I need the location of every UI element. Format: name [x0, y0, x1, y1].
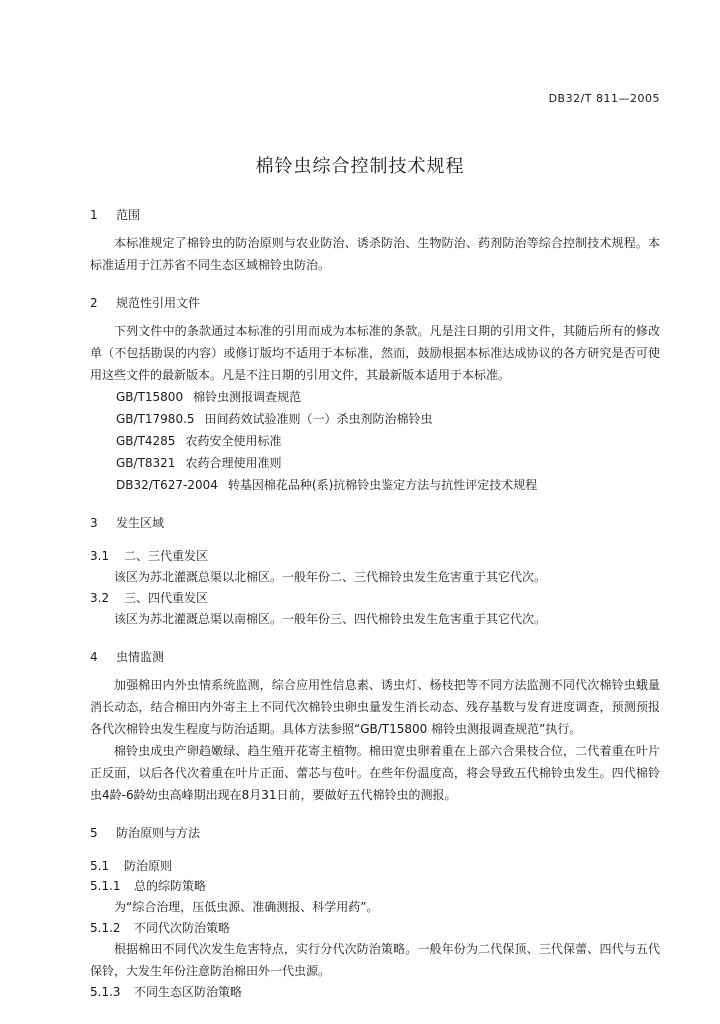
section-title: 虫情监测: [116, 650, 165, 664]
subsubsection-number: 5.1.3: [90, 985, 121, 999]
subsection-title: 二、三代重发区: [124, 549, 209, 563]
subsubsection-number: 5.1.1: [90, 879, 121, 893]
reference-name: 转基因棉花品种(系)抗棉铃虫鉴定方法与抗性评定技术规程: [227, 478, 538, 492]
reference-item: [90, 452, 660, 474]
reference-code: GB/T4285: [116, 434, 176, 448]
section-paragraph: 下列文件中的条款通过本标准的引用而成为本标准的条款。凡是注日期的引用文件，其随后所有的修改单（不包括勘误的内容）或修订版均不适用于本标准，然而，鼓励根据本标准达成协议的各方研究是否可使用这些文件的最新版本。凡是不注日期的引用文件，其最新版本适用于本标准。: [90, 324, 660, 382]
reference-name: 农药安全使用标准: [185, 434, 282, 448]
reference-name: 农药合理使用准则: [185, 456, 282, 470]
subsection-number: 3.2: [90, 591, 110, 605]
standard-code: DB32/T 811—2005: [548, 92, 660, 105]
subsection-heading: [90, 546, 660, 566]
subsection-heading: [90, 588, 660, 608]
subsection-number: 3.1: [90, 549, 110, 563]
subsection-paragraph: 该区为苏北灌溉总渠以南棉区。一般年份三、四代棉铃虫发生危害重于其它代次。: [114, 612, 547, 626]
subsubsection-paragraph: 根据棉田不同代次发生危害特点，实行分代次防治策略。一般年份为二代保顶、三代保蕾、四代与五代保铃，大发生年份注意防治棉田外一代虫源。: [90, 942, 660, 978]
subsection-paragraph: 该区为苏北灌溉总渠以北棉区。一般年份二、三代棉铃虫发生危害重于其它代次。: [114, 570, 547, 584]
subsubsection-heading: [90, 982, 660, 1002]
section-heading: [90, 512, 660, 534]
section-heading: [90, 292, 660, 314]
reference-code: GB/T8321: [116, 456, 176, 470]
section-number: 2: [90, 296, 98, 310]
section-number: 4: [90, 650, 98, 664]
section-paragraph: 加强棉田内外虫情系统监测，综合应用性信息素、诱虫灯、杨枝把等不同方法监测不同代次棉铃虫蛾量消长动态，结合棉田内外寄主上不同代次棉铃虫卵虫量发生消长动态、残存基数与发育进度调查，预测预报各代次棉铃虫发生程度与防治适期。具体方法参照“GB/T15800 棉铃虫测报调查规范”执行。: [90, 678, 660, 736]
reference-code: DB32/T627-2004: [116, 478, 218, 492]
reference-code: GB/T15800: [116, 390, 184, 404]
subsubsection-title: 总的综防策略: [134, 879, 207, 893]
subsection-number: 5.1: [90, 859, 110, 873]
section-heading: [90, 822, 660, 844]
reference-item: [90, 474, 660, 496]
reference-item: [90, 408, 660, 430]
reference-item: [90, 430, 660, 452]
section-number: 1: [90, 208, 98, 222]
subsubsection-heading: [90, 918, 660, 938]
section-heading: [90, 204, 660, 226]
subsubsection-paragraph: 为“综合治理，压低虫源、准确测报、科学用药”。: [114, 900, 379, 914]
section-title: 发生区域: [116, 516, 165, 530]
page-title: 棉铃虫综合控制技术规程: [255, 156, 465, 177]
subsubsection-title: 不同代次防治策略: [134, 921, 231, 935]
subsection-title: 防治原则: [124, 859, 173, 873]
section-title: 规范性引用文件: [116, 296, 201, 310]
section-paragraph: 本标准规定了棉铃虫的防治原则与农业防治、诱杀防治、生物防治、药剂防治等综合控制技术规程。本标准适用于江苏省不同生态区域棉铃虫防治。: [90, 236, 660, 272]
reference-name: 田间药效试验准则（一）杀虫剂防治棉铃虫: [204, 412, 433, 426]
subsection-title: 三、四代重发区: [124, 591, 209, 605]
reference-code: GB/T17980.5: [116, 412, 195, 426]
reference-name: 棉铃虫测报调查规范: [193, 390, 302, 404]
section-title: 范围: [116, 208, 141, 222]
section-paragraph: 棉铃虫成虫产卵趋嫩绿、趋生殖开花寄主植物。棉田宽虫卵着重在上部六合果枝合位，二代着重在叶片正反面，以后各代次着重在叶片正面、蕾芯与苞叶。在些年份温度高，将会导致五代棉铃虫发生。四代棉铃虫4龄-6龄幼虫高峰期出现在8月31日前，要做好五代棉铃虫的测报。: [90, 744, 660, 802]
section-heading: [90, 646, 660, 668]
section-title: 防治原则与方法: [116, 826, 201, 840]
section-number: 5: [90, 826, 98, 840]
section-number: 3: [90, 516, 98, 530]
subsection-heading: [90, 856, 660, 876]
subsubsection-title: 不同生态区防治策略: [134, 985, 243, 999]
subsubsection-heading: [90, 876, 660, 896]
reference-item: [90, 386, 660, 408]
document-body: [90, 204, 660, 1002]
subsubsection-number: 5.1.2: [90, 921, 121, 935]
